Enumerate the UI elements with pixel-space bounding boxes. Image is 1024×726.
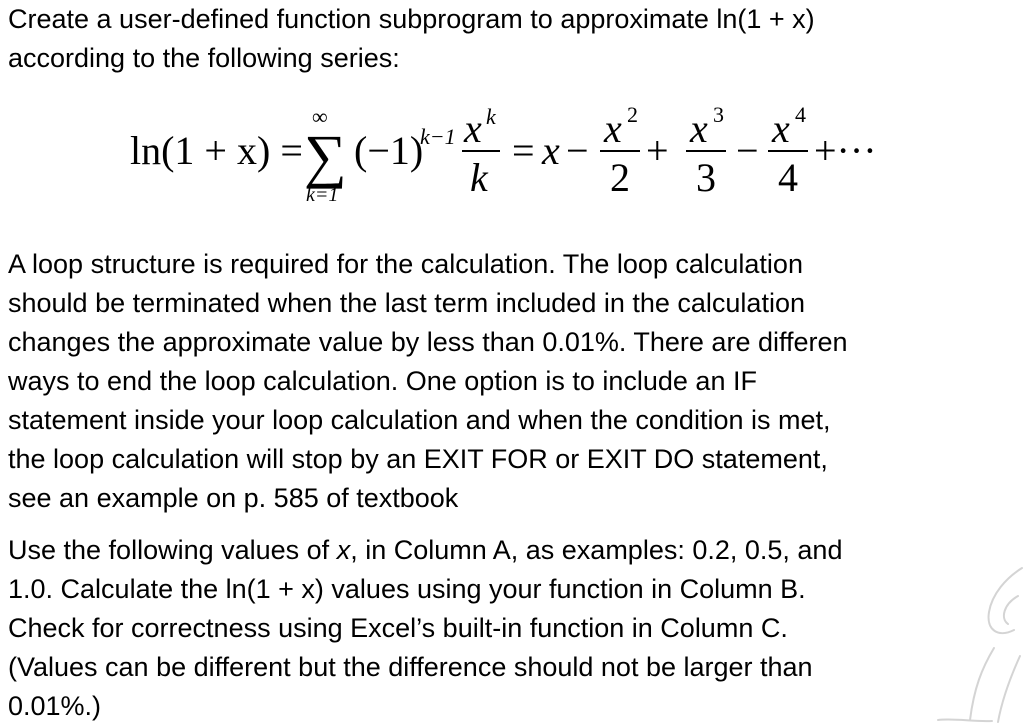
usage-line: [8, 531, 1024, 570]
loop-line: see an example on p. 585 of textbook: [8, 483, 459, 513]
usage-line1-after: , in Column A, as examples: 0.2, 0.5, and: [350, 535, 843, 565]
series-tail: +···: [814, 128, 877, 173]
sum-symbol: ∑: [304, 123, 347, 189]
intro-line: Create a user-defined function subprogram to approximate ln(1 + x): [8, 4, 815, 34]
watermark-sketch-icon: [934, 560, 1024, 725]
sign-minus-3: −: [736, 128, 759, 173]
term-2-exponent: 2: [627, 102, 638, 127]
first-term: x: [542, 128, 560, 173]
loop-line: the loop calculation will stop by an EXIT FOR or EXIT DO statement,: [8, 444, 828, 474]
term-2-numerator: x: [604, 106, 622, 151]
usage-line: 1.0. Calculate the ln(1 + x) values using your function in Column B.: [8, 574, 806, 604]
loop-line: changes the approximate value by less than 0.01%. There are differen: [8, 327, 848, 357]
usage-line1-variable: x: [336, 535, 351, 565]
series-formula: [130, 100, 900, 210]
term-4-numerator: x: [772, 106, 790, 151]
general-term-denominator: k: [470, 155, 488, 200]
general-term-numerator-exponent: k: [486, 104, 496, 129]
loop-line: should be terminated when the last term included in the calculation: [8, 288, 805, 318]
sign-minus-1: −: [566, 128, 589, 173]
term-2-denominator: 2: [610, 155, 630, 200]
intro-line: according to the following series:: [8, 43, 400, 73]
term-4-denominator: 4: [778, 155, 798, 200]
sign-term-base: (−1): [354, 128, 424, 173]
usage-line1-before: Use the following values of: [8, 535, 337, 565]
loop-line: ways to end the loop calculation. One option is to include an IF: [8, 366, 757, 396]
sign-term-exponent: k−1: [420, 124, 456, 149]
term-3-exponent: 3: [713, 102, 724, 127]
usage-line: Check for correctness using Excel’s built-in function in Column C.: [8, 613, 788, 643]
term-4-exponent: 4: [795, 102, 806, 127]
formula-lhs: ln(1 + x) =: [130, 128, 303, 173]
sign-plus-2: +: [646, 128, 669, 173]
term-3-numerator: x: [690, 106, 708, 151]
sum-lower-limit: k=1: [306, 184, 339, 206]
loop-line: A loop structure is required for the calculation. The loop calculation: [8, 249, 803, 279]
usage-paragraph: [8, 531, 1024, 726]
series-formula-svg: [130, 100, 900, 210]
usage-line: 0.01%.): [8, 691, 102, 721]
usage-line: (Values can be different but the difference should not be larger than: [8, 652, 813, 682]
sum-upper-limit: ∞: [312, 104, 328, 129]
term-3-denominator: 3: [696, 155, 716, 200]
intro-paragraph: [8, 0, 1024, 78]
loop-paragraph: [8, 245, 1024, 518]
general-term-numerator: x: [464, 106, 482, 151]
loop-line: statement inside your loop calculation and when the condition is met,: [8, 405, 831, 435]
formula-equals: =: [512, 128, 535, 173]
